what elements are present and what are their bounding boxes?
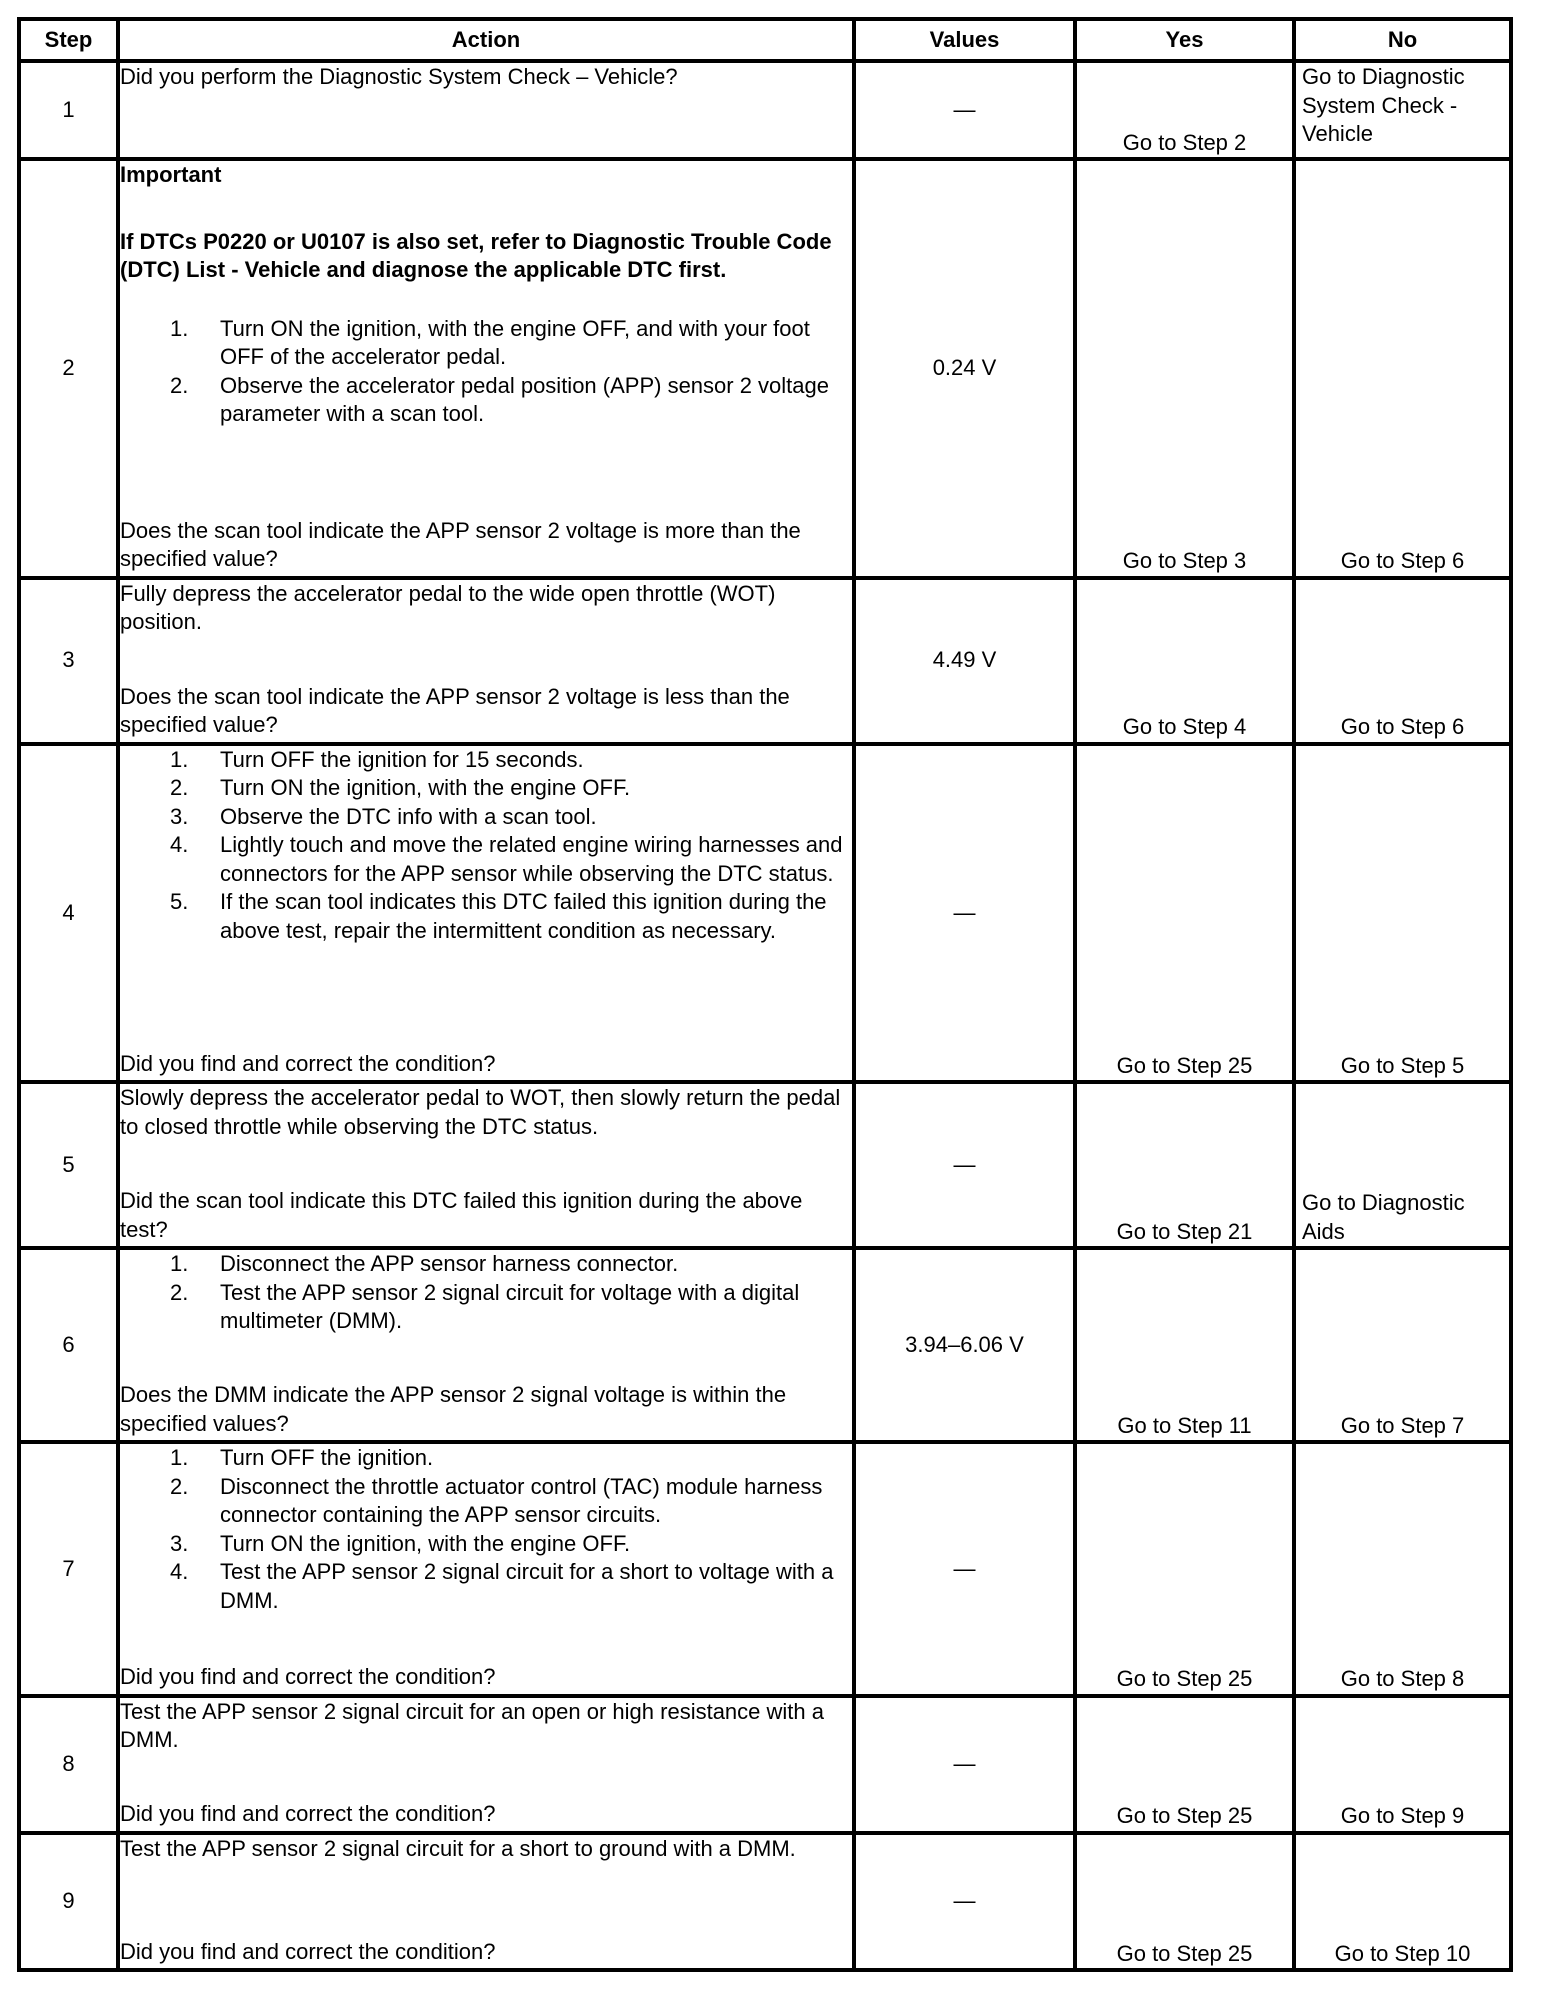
header-action: Action <box>118 19 854 61</box>
question-text: Did the scan tool indicate this DTC failed this ignition during the above test? <box>120 1188 803 1242</box>
value-cell: — <box>854 61 1075 159</box>
header-row <box>19 19 1511 61</box>
list-item <box>120 1558 852 1615</box>
list-item <box>120 1250 852 1279</box>
step-number: 7 <box>19 1442 118 1695</box>
action-text: Slowly depress the accelerator pedal to WOT, then slowly return the pedal to closed throttle while observing the DTC status. <box>120 1085 841 1139</box>
list-number: 1. <box>170 1251 189 1277</box>
question-text: Does the DMM indicate the APP sensor 2 signal voltage is within the specified values? <box>120 1382 787 1436</box>
no-cell: Go to Step 9 <box>1294 1696 1511 1833</box>
table-row <box>19 744 1511 1082</box>
list-text: Disconnect the throttle actuator control (TAC) module harness connector containing the APP sensor circuits. <box>220 1473 823 1528</box>
table-row <box>19 1082 1511 1248</box>
list-text: If the scan tool indicates this DTC failed this ignition during the above test, repair the intermittent condition as necessary. <box>220 889 827 943</box>
list-number: 4. <box>170 1559 189 1585</box>
list-text: Test the APP sensor 2 signal circuit for voltage with a digital multimeter (DMM). <box>220 1279 800 1334</box>
action-cell <box>118 1442 854 1695</box>
list-number: 1. <box>170 315 189 341</box>
list-text: Turn ON the ignition, with the engine OFF. <box>220 775 631 801</box>
list-number: 1. <box>170 746 189 772</box>
step-number: 5 <box>19 1082 118 1248</box>
step-number: 9 <box>19 1833 118 1970</box>
value-cell: 4.49 V <box>854 578 1075 744</box>
list-number: 1. <box>170 1445 189 1471</box>
action-cell <box>118 1833 854 1970</box>
no-cell: Go to Diagnostic Aids <box>1294 1082 1511 1248</box>
list-text: Turn ON the ignition, with the engine OFF, and with your foot OFF of the accelerator pedal. <box>220 315 810 370</box>
list-item <box>120 803 852 832</box>
list-number: 2. <box>170 372 189 398</box>
no-cell: Go to Step 7 <box>1294 1248 1511 1442</box>
important-title: Important <box>120 162 222 188</box>
table-row <box>19 578 1511 744</box>
step-number: 8 <box>19 1696 118 1833</box>
list-item <box>120 1530 852 1559</box>
table-row <box>19 61 1511 159</box>
list-number: 2. <box>170 1279 189 1305</box>
yes-cell: Go to Step 25 <box>1075 744 1294 1082</box>
list-text: Observe the DTC info with a scan tool. <box>220 803 597 829</box>
header-yes: Yes <box>1075 19 1294 61</box>
action-cell <box>118 1696 854 1833</box>
no-cell: Go to Step 8 <box>1294 1442 1511 1695</box>
list-text: Disconnect the APP sensor harness connector. <box>220 1251 679 1277</box>
list-text: Turn ON the ignition, with the engine OFF. <box>220 1530 631 1556</box>
action-cell <box>118 1082 854 1248</box>
action-cell <box>118 61 854 159</box>
table-row <box>19 1248 1511 1442</box>
action-cell <box>118 744 854 1082</box>
list-item <box>120 746 852 775</box>
question-text: Did you find and correct the condition? <box>120 1801 496 1827</box>
question-text: Did you find and correct the condition? <box>120 1050 496 1076</box>
list-number: 2. <box>170 775 189 801</box>
question-text: Did you find and correct the condition? <box>120 1938 496 1964</box>
question-text: Does the scan tool indicate the APP sensor 2 voltage is more than the specified value? <box>120 517 801 572</box>
action-cell <box>118 578 854 744</box>
list-number: 3. <box>170 1530 189 1556</box>
yes-cell: Go to Step 4 <box>1075 578 1294 744</box>
list-item <box>120 1279 852 1336</box>
step-number: 4 <box>19 744 118 1082</box>
question-text: Did you find and correct the condition? <box>120 1664 496 1690</box>
list-number: 4. <box>170 832 189 858</box>
yes-cell: Go to Step 3 <box>1075 159 1294 577</box>
no-cell: Go to Step 6 <box>1294 578 1511 744</box>
action-text: Test the APP sensor 2 signal circuit for a short to ground with a DMM. <box>120 1835 796 1861</box>
header-values: Values <box>854 19 1075 61</box>
action-text: Did you perform the Diagnostic System Check – Vehicle? <box>120 64 678 89</box>
step-number: 3 <box>19 578 118 744</box>
step-number: 2 <box>19 159 118 577</box>
step-number: 6 <box>19 1248 118 1442</box>
action-text: Test the APP sensor 2 signal circuit for an open or high resistance with a DMM. <box>120 1698 824 1753</box>
no-cell: Go to Step 5 <box>1294 744 1511 1082</box>
table-row <box>19 1833 1511 1970</box>
list-item <box>120 1473 852 1530</box>
no-cell: Go to Step 6 <box>1294 159 1511 577</box>
value-cell: 3.94–6.06 V <box>854 1248 1075 1442</box>
list-number: 3. <box>170 803 189 829</box>
table-row <box>19 1442 1511 1695</box>
procedure-list <box>120 746 852 946</box>
value-cell: 0.24 V <box>854 159 1075 577</box>
table-row <box>19 1696 1511 1833</box>
yes-cell: Go to Step 2 <box>1075 61 1294 159</box>
procedure-list <box>120 1444 852 1615</box>
list-text: Observe the accelerator pedal position (APP) sensor 2 voltage parameter with a scan tool. <box>220 372 829 427</box>
yes-cell: Go to Step 25 <box>1075 1696 1294 1833</box>
list-item <box>120 888 852 945</box>
list-item <box>120 831 852 888</box>
yes-cell: Go to Step 25 <box>1075 1833 1294 1970</box>
list-number: 5. <box>170 889 189 915</box>
list-item <box>120 315 852 372</box>
table-row <box>19 159 1511 577</box>
value-cell: — <box>854 1082 1075 1248</box>
diagnostic-table <box>17 17 1513 1972</box>
action-cell <box>118 1248 854 1442</box>
no-cell: Go to Diagnostic System Check - Vehicle <box>1294 61 1511 159</box>
value-cell: — <box>854 1696 1075 1833</box>
header-no: No <box>1294 19 1511 61</box>
yes-cell: Go to Step 25 <box>1075 1442 1294 1695</box>
no-cell: Go to Step 10 <box>1294 1833 1511 1970</box>
action-text: Fully depress the accelerator pedal to the wide open throttle (WOT) position. <box>120 580 776 635</box>
list-text: Turn OFF the ignition. <box>220 1445 434 1471</box>
question-text: Does the scan tool indicate the APP sensor 2 voltage is less than the specified value? <box>120 683 790 738</box>
yes-cell: Go to Step 11 <box>1075 1248 1294 1442</box>
yes-cell: Go to Step 21 <box>1075 1082 1294 1248</box>
step-number: 1 <box>19 61 118 159</box>
header-step: Step <box>19 19 118 61</box>
list-item <box>120 774 852 803</box>
list-item <box>120 1444 852 1473</box>
value-cell: — <box>854 744 1075 1082</box>
list-number: 2. <box>170 1473 189 1499</box>
list-text: Turn OFF the ignition for 15 seconds. <box>220 746 584 772</box>
procedure-list <box>120 1250 852 1336</box>
list-text: Test the APP sensor 2 signal circuit for a short to voltage with a DMM. <box>220 1559 834 1613</box>
important-text: If DTCs P0220 or U0107 is also set, refer to Diagnostic Trouble Code (DTC) List - Vehicle and diagnose the applicable DTC first. <box>120 228 832 283</box>
value-cell: — <box>854 1442 1075 1695</box>
procedure-list <box>120 315 852 429</box>
list-text: Lightly touch and move the related engine wiring harnesses and connectors for the APP sensor while observing the DTC status. <box>220 832 843 886</box>
list-item <box>120 372 852 429</box>
value-cell: — <box>854 1833 1075 1970</box>
action-cell <box>118 159 854 577</box>
